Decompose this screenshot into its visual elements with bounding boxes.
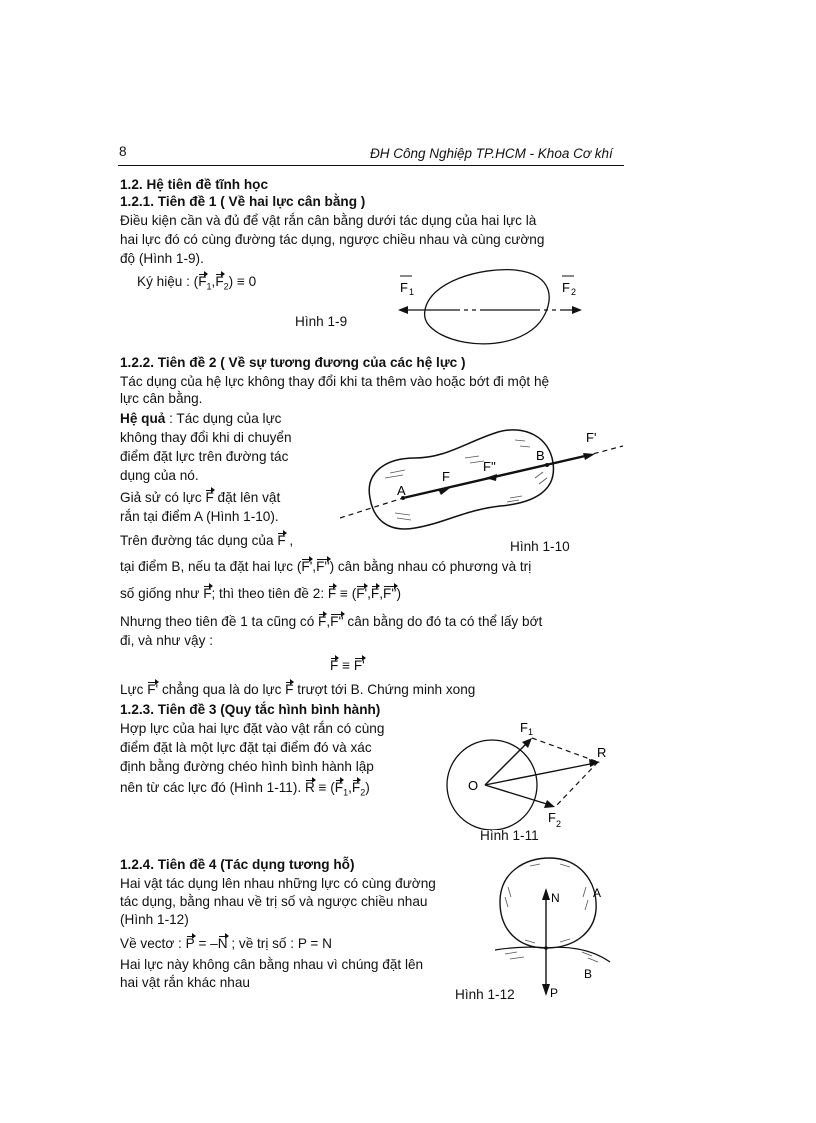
paragraph-line: rắn tại điểm A (Hình 1-10). (120, 509, 279, 524)
svg-text:1: 1 (528, 727, 534, 737)
body-b-hatching (505, 952, 598, 962)
label-a: A (397, 483, 406, 498)
label-fp: F' (586, 430, 597, 445)
arrow-head-right (572, 306, 582, 314)
corollary-label: Hệ quả (120, 411, 166, 426)
point-b (545, 463, 549, 467)
paragraph-line: định bằng đường chéo hình bình hành lập (120, 759, 374, 774)
paragraph-line: Giả sử có lực F đặt lên vật (120, 490, 281, 505)
subsection-heading-2: 1.2.2. Tiên đề 2 ( Về sự tương đương của các hệ lực ) (120, 355, 466, 370)
svg-text:2: 2 (556, 819, 562, 829)
subsection-heading-3: 1.2.3. Tiên đề 3 (Quy tắc hình bình hành) (120, 702, 381, 717)
notation-line: Ký hiệu : $(F_1,F_2) \equiv 0$ (137, 274, 257, 292)
figure-1-10 (335, 418, 625, 538)
label-b: B (584, 967, 593, 981)
paragraph-line: hai lực đó có cùng đường tác dụng, ngược chiều nhau và cùng cường (120, 232, 545, 247)
paragraph-line: số giống như F; thì theo tiên đề 2: F ≡ (F',F,F'') (120, 586, 402, 601)
arrow-head-left (398, 306, 408, 314)
figure-caption-1-12: Hình 1-12 (455, 987, 515, 1002)
arrow-fp (583, 453, 595, 460)
subsection-heading-1: 1.2.1. Tiên đề 1 ( Về hai lực cân bằng ) (120, 194, 366, 209)
paragraph-line: đi, và như vậy : (120, 633, 213, 648)
paragraph-line: dụng của nó. (120, 468, 199, 483)
header-rule (118, 165, 624, 166)
paragraph-line: điểm đặt là một lực đặt tại điểm đó và xác (120, 740, 372, 755)
paragraph-line: Lực F' chẳng qua là do lực F trượt tới B. Chứng minh xong (120, 682, 476, 697)
label-f1 (520, 720, 533, 737)
svg-text:2: 2 (571, 287, 577, 297)
paragraph-line: Trên đường tác dụng của F , (120, 533, 294, 548)
paragraph-line: tại điểm B, nếu ta đặt hai lực (F',F'') cân bằng nhau có phương và trị (120, 559, 532, 574)
label-fpp: F'' (483, 459, 496, 474)
parallelogram-side-2 (555, 762, 598, 807)
running-title: ĐH Công Nghiệp TP.HCM - Khoa Cơ khí (370, 146, 613, 161)
figure-1-11 (440, 715, 620, 830)
label-a: A (593, 886, 602, 900)
paragraph-line: độ (Hình 1-9). (120, 251, 204, 266)
body-circle (447, 740, 537, 830)
figure-caption-1-10: Hình 1-10 (510, 539, 570, 554)
paragraph-line: Hai lực này không cân bằng nhau vì chúng đặt lên (120, 957, 424, 972)
vector-equation-line: Về vectơ : P = –N ; về trị số : P = N (120, 936, 332, 951)
paragraph-line: hai vật rắn khác nhau (120, 975, 250, 990)
label-p: P (550, 986, 559, 1000)
svg-text:1: 1 (409, 287, 415, 297)
notation-suffix: ) ≡ 0 (228, 274, 257, 289)
notation-prefix: Ký hiệu : ( (137, 274, 199, 289)
paragraph-line: nên từ các lực đó (Hình 1-11). $R \equiv (F_1,F_2)$ (120, 780, 370, 798)
label-r: R (597, 745, 607, 760)
body-hatching (385, 440, 547, 520)
figure-caption-1-9: Hình 1-9 (295, 314, 348, 329)
paragraph-line: điểm đặt lực trên đường tác (120, 449, 289, 464)
page-number: 8 (119, 144, 127, 159)
paragraph-line: Nhưng theo tiên đề 1 ta cũng có F,F'' cân bằng do đó ta có thể lấy bớt (120, 614, 543, 629)
label-n: N (551, 891, 560, 905)
svg-text:F: F (400, 280, 408, 295)
paragraph-line: lực cân bằng. (120, 391, 203, 406)
figure-1-9 (390, 262, 590, 352)
label-b: B (536, 448, 545, 463)
vector-f2 (485, 785, 550, 805)
label-o: O (468, 778, 479, 793)
corollary-line: Hệ quả : Tác dụng của lực (120, 411, 282, 426)
label-f1 (400, 276, 414, 297)
figure-caption-1-11: Hình 1-11 (480, 828, 539, 843)
svg-text:F: F (562, 280, 570, 295)
paragraph-line: Tác dụng của hệ lực không thay đổi khi ta thêm vào hoặc bớt đi một hệ (120, 374, 550, 389)
label-f2 (562, 276, 576, 297)
label-f: F (442, 469, 450, 484)
vector-f2: F (215, 274, 224, 289)
body-outline (425, 270, 550, 344)
vector-f1: F (198, 274, 207, 289)
action-line-left (340, 498, 403, 518)
svg-text:F: F (548, 810, 556, 825)
paragraph-line: Hợp lực của hai lực đặt vào vật rắn có cùng (120, 721, 385, 736)
arrow-f (438, 488, 450, 495)
paragraph-line: Hai vật tác dụng lên nhau những lực có cùng đường (120, 876, 436, 891)
parallelogram-side-1 (532, 738, 598, 762)
rigid-body-outline (369, 430, 553, 529)
subsection-heading-4: 1.2.4. Tiên đề 4 (Tác dụng tương hỗ) (120, 857, 355, 872)
label-f2 (548, 810, 561, 829)
paragraph-line: không thay đổi khi di chuyển (120, 430, 292, 445)
svg-text:F: F (520, 720, 528, 735)
equation-f-equiv-fp: F ≡ F' (330, 658, 365, 673)
figure-1-12 (490, 852, 615, 1002)
paragraph-line: (Hình 1-12) (120, 912, 189, 927)
paragraph-line: Điều kiện cần và đủ để vật rắn cân bằng dưới tác dụng của hai lực là (120, 213, 537, 228)
section-heading: 1.2. Hệ tiên đề tĩnh học (120, 177, 269, 192)
paragraph-line: tác dụng, bằng nhau về trị số và ngược chiều nhau (120, 894, 428, 909)
vector-f1 (485, 742, 528, 785)
contact-point (544, 946, 548, 950)
body-a-outline (500, 858, 596, 948)
arrow-fpp (485, 474, 497, 481)
